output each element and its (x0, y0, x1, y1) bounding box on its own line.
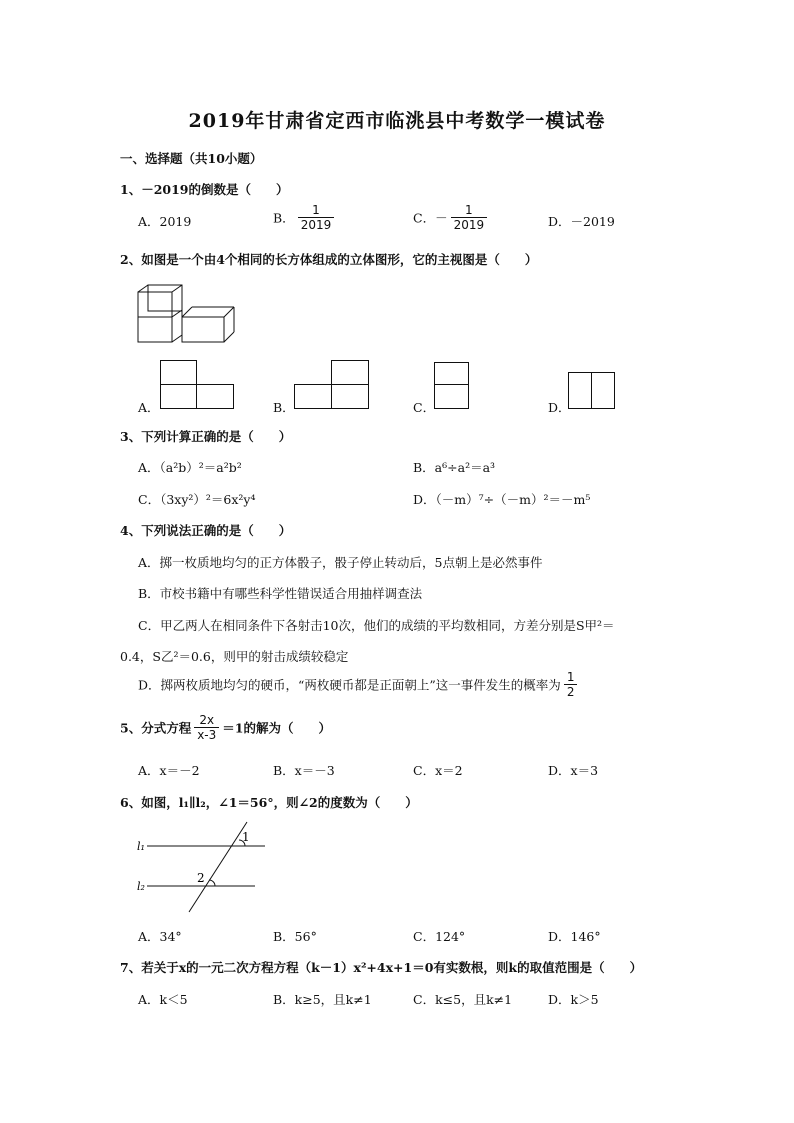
q4-option-a: A．掷一枚质地均匀的正方体骰子，骰子停止转动后，5点朝上是必然事件 (138, 555, 543, 570)
q4-option-b: B．市校书籍中有哪些科学性错误适合用抽样调查法 (138, 586, 423, 601)
label-angle-2: 2 (197, 871, 205, 885)
q7-option-b: B．k≥5，且k≠1 (273, 992, 372, 1007)
q4-option-c-line2: 0.4，S乙²＝0.6，则甲的射击成绩较稳定 (120, 649, 349, 664)
q2-option-c-figure (434, 362, 470, 410)
label-l2: l₂ (137, 880, 145, 893)
q5-option-d: D．x＝3 (548, 763, 599, 778)
q6-parallel-lines-figure (135, 820, 275, 916)
question-5-stem: 5、分式方程 $\frac{2x}{x-3}$ ＝1的解为（ ） (120, 713, 331, 742)
label-angle-1: 1 (242, 830, 250, 844)
q2-option-a-figure (160, 360, 235, 410)
q1-option-b: B． $\frac{1}{2019}$ (273, 203, 337, 232)
q7-option-c: C．k≤5，且k≠1 (413, 992, 513, 1007)
q6-option-d: D．146° (548, 929, 601, 944)
label-l1: l₁ (137, 840, 145, 853)
q1-option-c: C．－ $\frac{1}{2019}$ (413, 203, 490, 232)
q3-option-b: B．a⁶÷a²＝a³ (413, 460, 496, 475)
q2-option-b-figure (294, 360, 370, 410)
q4-option-d: D．掷两枚质地均匀的硬币，“两枚硬币都是正面朝上”这一事件发生的概率为 $\frac{1}{2}$ (138, 670, 580, 699)
q3-option-a: A．（a²b）²＝a²b² (138, 460, 242, 475)
page-title: 2019年甘肃省定西市临洮县中考数学一模试卷 (188, 110, 606, 132)
q2-option-b-label: B． (273, 400, 295, 415)
q7-option-d: D．k＞5 (548, 992, 599, 1007)
q2-option-d-figure (568, 372, 616, 410)
q6-option-c: C．124° (413, 929, 466, 944)
q1-option-a: A．2019 (138, 214, 192, 229)
q1-option-d: D．－2019 (548, 214, 615, 229)
section-heading: 一、选择题（共10小题） (120, 151, 263, 166)
q5-option-a: A．x＝－2 (138, 763, 200, 778)
q4-option-c-line1: C．甲乙两人在相同条件下各射击10次，他们的成绩的平均数相同，方差分别是S甲²＝ (138, 618, 615, 633)
question-1-stem: 1、－2019的倒数是（ ） (120, 182, 289, 197)
q7-option-a: A．k＜5 (138, 992, 188, 1007)
question-7-stem: 7、若关于x的一元二次方程方程（k－1）x²+4x+1＝0有实数根，则k的取值范围是（ ） (120, 960, 643, 975)
q6-option-a: A．34° (138, 929, 182, 944)
q2-option-d-label: D． (548, 400, 571, 415)
question-2-stem: 2、如图是一个由4个相同的长方体组成的立体图形，它的主视图是（ ） (120, 252, 538, 267)
q2-option-c-label: C． (413, 400, 436, 415)
q5-option-b: B．x＝－3 (273, 763, 335, 778)
question-3-stem: 3、下列计算正确的是（ ） (120, 429, 292, 444)
q2-solid-figure (136, 280, 228, 344)
q2-option-a-label: A． (138, 400, 160, 415)
question-4-stem: 4、下列说法正确的是（ ） (120, 523, 292, 538)
question-6-stem: 6、如图，l₁∥l₂，∠1＝56°，则∠2的度数为（ ） (120, 795, 418, 810)
q3-option-c: C．（3xy²）²＝6x²y⁴ (138, 492, 256, 507)
transversal-line (189, 822, 247, 912)
q5-option-c: C．x＝2 (413, 763, 463, 778)
q3-option-d: D．（－m）⁷÷（－m）²＝－m⁵ (413, 492, 591, 507)
q6-option-b: B．56° (273, 929, 317, 944)
